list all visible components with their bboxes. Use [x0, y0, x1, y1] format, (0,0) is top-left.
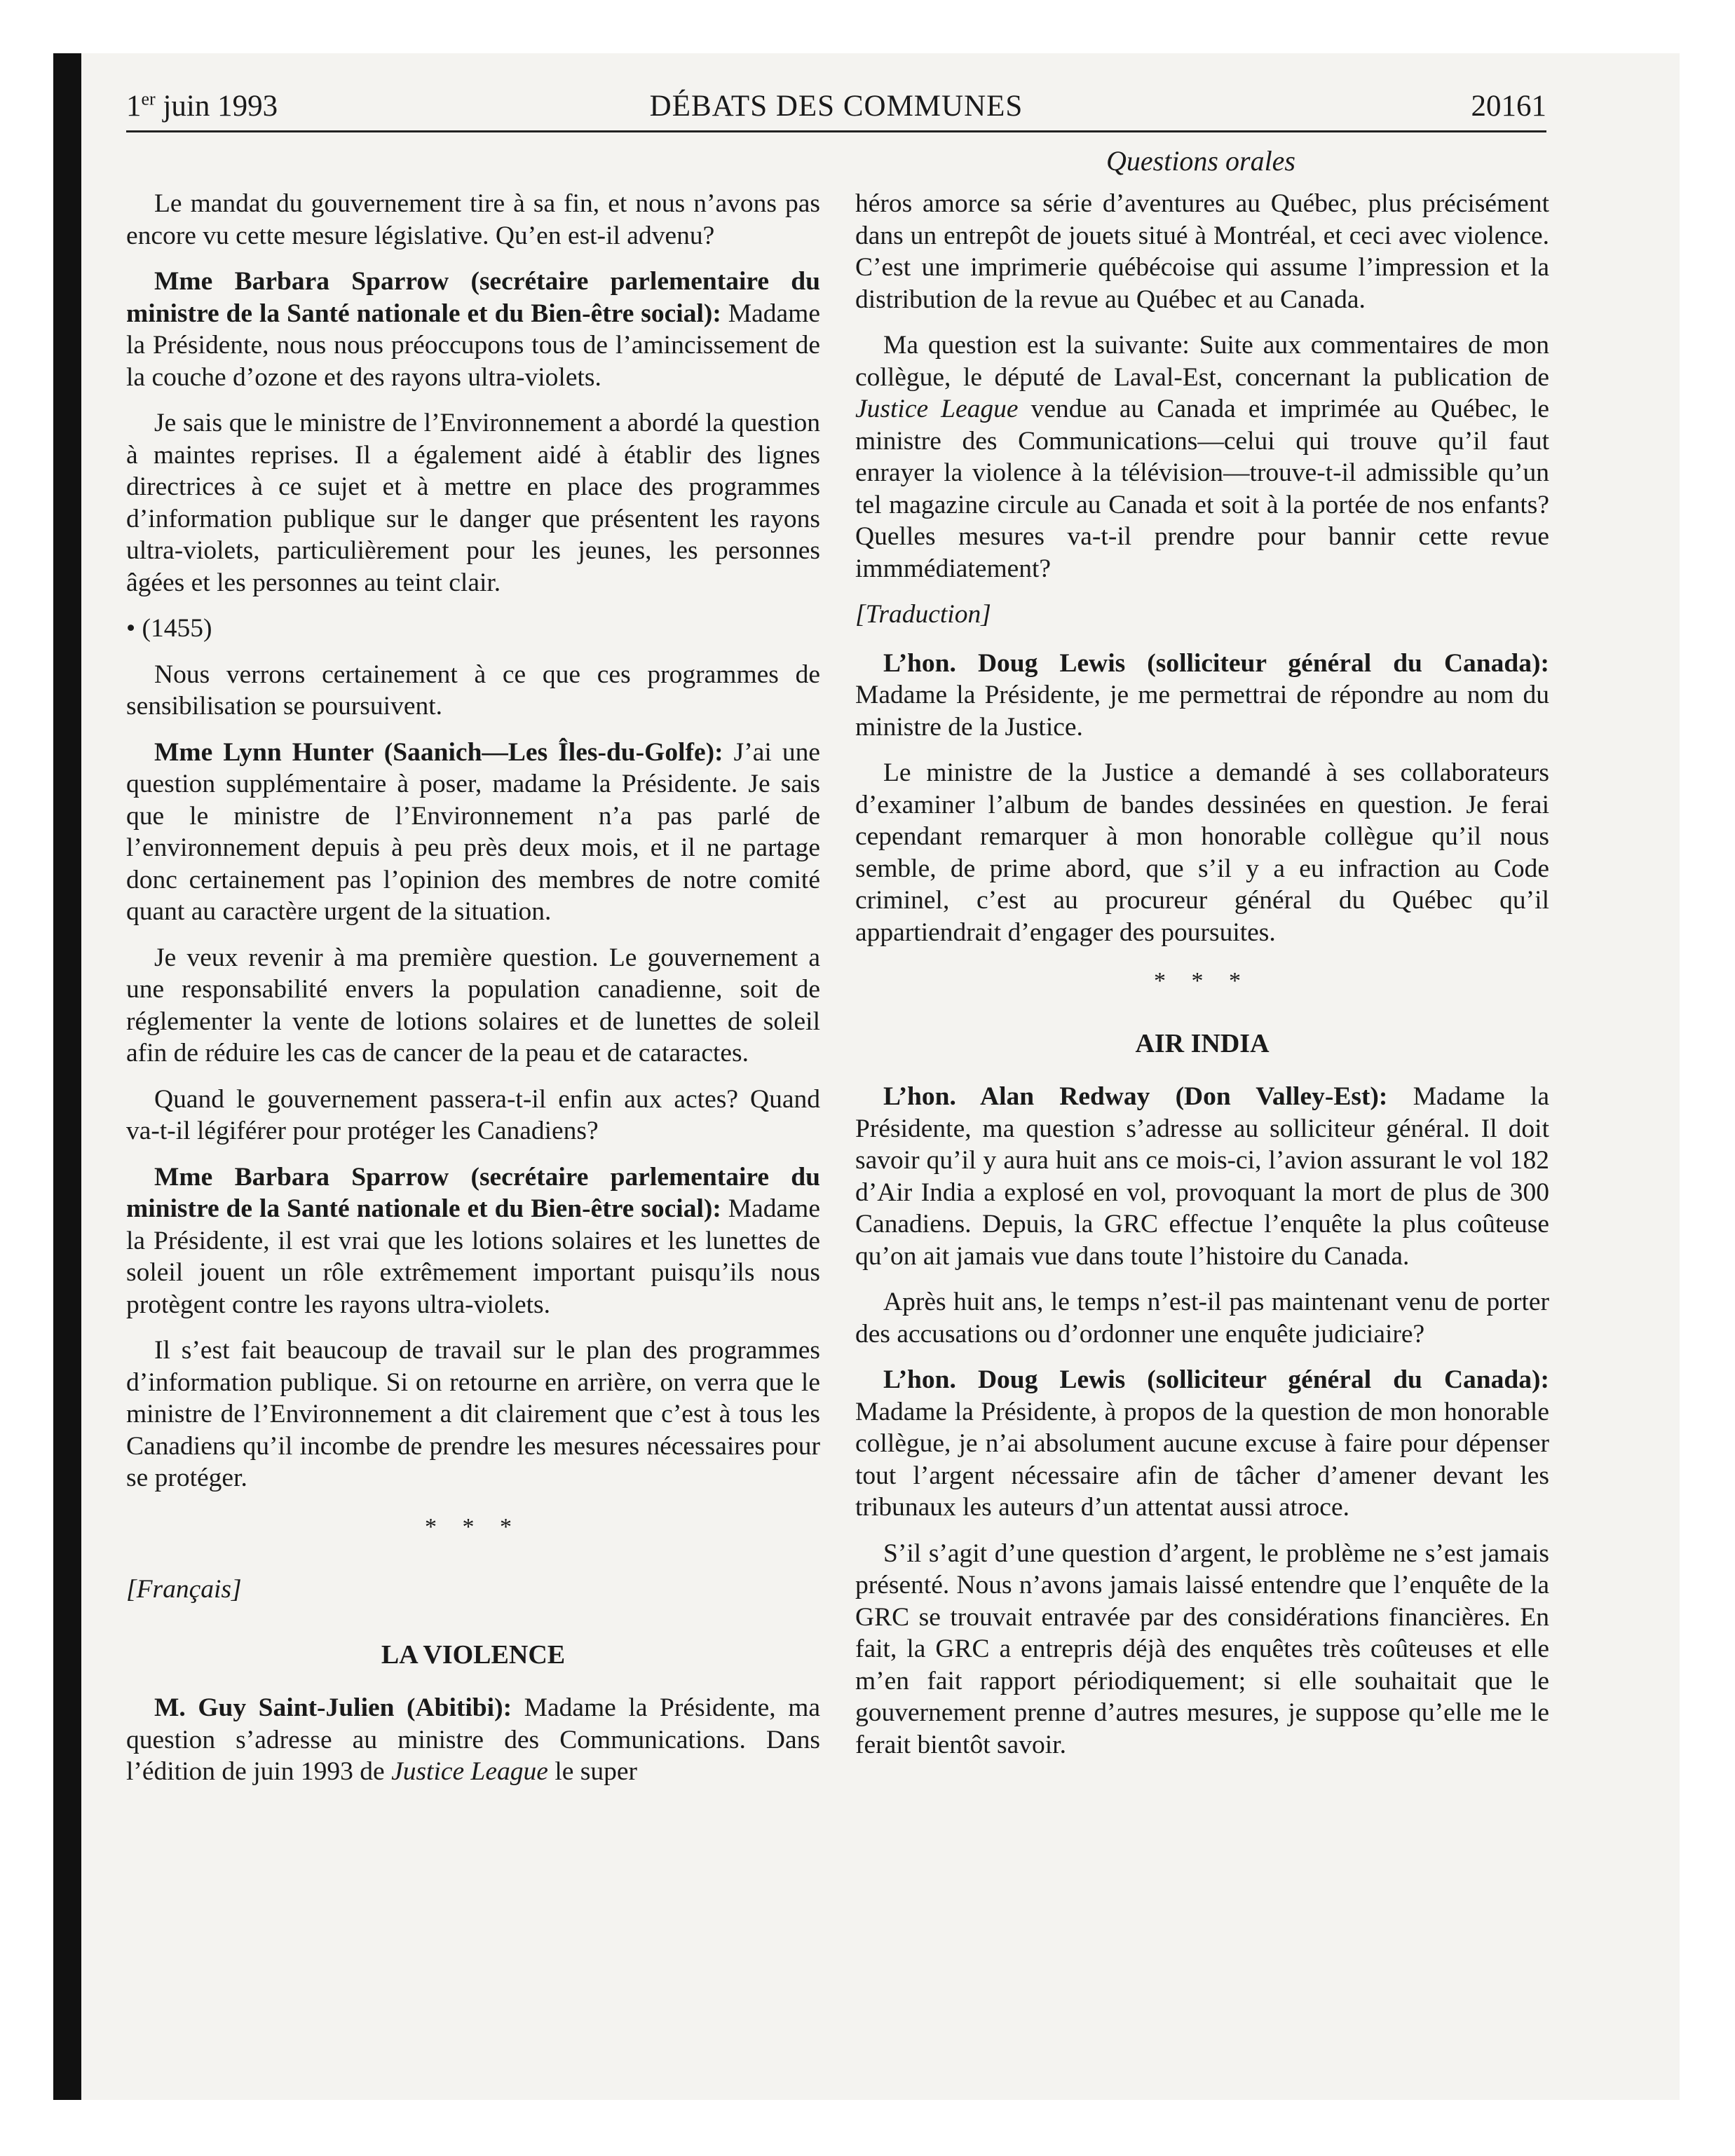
- speaker-name: Mme Barbara Sparrow (secrétaire parlementaire du ministre de la Santé nationale et du Bien-être social):: [126, 267, 820, 328]
- speaker-name: Mme Barbara Sparrow (secrétaire parlementaire du ministre de la Santé nationale et du Bien-être social):: [126, 1162, 820, 1223]
- speaker-name: Mme Lynn Hunter (Saanich—Les Îles-du-Golfe):: [154, 737, 723, 767]
- publication-title: Justice League: [391, 1757, 548, 1786]
- paragraph: M. Guy Saint-Julien (Abitibi): Madame la Présidente, ma question s’adresse au ministre des Communications. Dans l’édition de juin 1993 de Justice League le super: [126, 1693, 821, 1786]
- date-superscript: er: [141, 88, 156, 109]
- header-date: 1er juin 1993: [126, 88, 278, 123]
- paragraph: S’il s’agit d’une question d’argent, le problème ne s’est jamais présenté. Nous n’avons jamais laissé entendre que l’enquête de la GRC se trouvait entravée par des considérations financières. En fait, la GRC a entrepris déjà des enquêtes très coûteuses et elle m’en fait rapport périodiquement; si elle souhaitait que le gouvernement prenne d’autres mesures, je suppose qu’elle me le ferait bientôt savoir.: [855, 1538, 1549, 1759]
- paragraph: Mme Lynn Hunter (Saanich—Les Îles-du-Golfe): J’ai une question supplémentaire à poser, madame la Présidente. Je sais que le ministre de l’Environnement n’a pas parlé de l’environnement depuis à peu près deux mois, et il ne partage donc certainement pas l’opinion des membres de notre comité quant au caractère urgent de la situation.: [126, 737, 820, 926]
- left-column: [126, 188, 820, 1802]
- paragraph: Après huit ans, le temps n’est-il pas maintenant venu de porter des accusations ou d’ordonner une enquête judiciaire?: [855, 1288, 1549, 1349]
- timestamp: • (1455): [126, 614, 212, 643]
- speaker-name: M. Guy Saint-Julien (Abitibi):: [154, 1693, 512, 1722]
- paragraph: L’hon. Alan Redway (Don Valley-Est): Madame la Présidente, ma question s’adresse au solliciteur général. Il doit savoir qu’il y aura huit ans ce mois-ci, l’avion assurant le vol 182 d’Air India a explosé en vol, provoquant la mort de plus de 300 Canadiens. Depuis, la GRC effectue l’enquête la plus coûteuse qu’on ait jamais vue dans toute l’histoire du Canada.: [855, 1082, 1549, 1271]
- paragraph: Mme Barbara Sparrow (secrétaire parlementaire du ministre de la Santé nationale et du Bien-être social): Madame la Présidente, nous nous préoccupons tous de l’amincissement de la couche d’ozone et des rayons ultra-violets.: [126, 267, 820, 392]
- paragraph: Quand le gouvernement passera-t-il enfin aux actes? Quand va-t-il légiférer pour protéger les Canadiens?: [126, 1084, 820, 1145]
- paragraph: L’hon. Doug Lewis (solliciteur général du Canada): Madame la Présidente, je me permettrai de répondre au nom du ministre de la Justice.: [855, 648, 1549, 742]
- section-divider: * * *: [425, 1513, 522, 1540]
- paragraph: Le mandat du gouvernement tire à sa fin, et nous n’avons pas encore vu cette mesure législative. Qu’en est-il advenu?: [126, 189, 820, 250]
- paragraph: Il s’est fait beaucoup de travail sur le plan des programmes d’information publique. Si on retourne en arrière, on verra que le ministre de l’Environnement a dit clairement que c’est à tous les Canadiens qu’il incombe de prendre les mesures nécessaires pour se protéger.: [126, 1336, 820, 1492]
- right-column: [855, 188, 1549, 1775]
- paragraph: Mme Barbara Sparrow (secrétaire parlementaire du ministre de la Santé nationale et du Bien-être social): Madame la Présidente, il est vrai que les lotions solaires et les lunettes de soleil jouent un rôle extrêmement important puisqu’ils nous protègent contre les rayons ultra-violets.: [126, 1162, 820, 1319]
- paragraph: Nous verrons certainement à ce que ces programmes de sensibilisation se poursuivent.: [126, 660, 820, 721]
- speaker-name: L’hon. Doug Lewis (solliciteur général du Canada):: [883, 1365, 1549, 1394]
- scan-edge-bar: [53, 53, 81, 2100]
- header-page-number: 20161: [1471, 90, 1546, 123]
- language-tag: [Traduction]: [855, 600, 991, 629]
- speaker-name: L’hon. Alan Redway (Don Valley-Est):: [883, 1082, 1388, 1111]
- speaker-name: L’hon. Doug Lewis (solliciteur général du Canada):: [883, 648, 1549, 678]
- paragraph: Je sais que le ministre de l’Environnement a abordé la question à maintes reprises. Il a également aidé à établir des lignes directrices à ce sujet et à mettre en place des programmes d’information publique sur le danger que présentent les rayons ultra-violets, particulièrement pour les jeunes, les personnes âgées et les personnes au teint clair.: [126, 409, 820, 597]
- language-tag: [Français]: [126, 1575, 242, 1604]
- section-divider: * * *: [1154, 968, 1251, 994]
- header-title: DÉBATS DES COMMUNES: [649, 90, 1023, 123]
- page-header: [126, 87, 1546, 132]
- section-label: Questions orales: [1106, 145, 1295, 177]
- paragraph: Le ministre de la Justice a demandé à ses collaborateurs d’examiner l’album de bandes dessinées en question. Je ferai cependant remarquer à mon honorable collègue qu’il nous semble, de prime abord, que s’il y a eu infraction au Code criminel, c’est au procureur général du Québec qu’il appartiendrait d’engager des poursuites.: [855, 758, 1549, 947]
- publication-title: Justice League: [855, 395, 1019, 423]
- paragraph: héros amorce sa série d’aventures au Québec, plus précisément dans un entrepôt de jouets situé à Montréal, et ceci avec violence. C’est une imprimerie québécoise qui assume l’impression et la distribution de la revue au Québec et au Canada.: [855, 189, 1549, 314]
- section-heading: AIR INDIA: [1135, 1028, 1270, 1058]
- paragraph: Je veux revenir à ma première question. Le gouvernement a une responsabilité envers la population canadienne, soit de réglementer la vente de lotions solaires et de lunettes de soleil afin de réduire les cas de cancer de la peau et de cataractes.: [126, 943, 820, 1067]
- paragraph: Ma question est la suivante: Suite aux commentaires de mon collègue, le député de Laval-Est, concernant la publication de Justice League vendue au Canada et imprimée au Québec, le ministre des Communications—celui qui trouve qu’il faut enrayer la violence à la télévision—trouve-t-il admissible qu’un tel magazine circule au Canada et soit à la portée de nos enfants? Quelles mesures va-t-il prendre pour bannir cette revue immmédiatement?: [855, 331, 1549, 583]
- section-heading: LA VIOLENCE: [381, 1639, 566, 1670]
- paragraph: L’hon. Doug Lewis (solliciteur général du Canada): Madame la Présidente, à propos de la question de mon honorable collègue, je n’ai absolument aucune excuse à faire pour dépenser tout l’argent nécessaire afin de tâcher d’amener devant les tribunaux les auteurs d’un attentat aussi atroce.: [855, 1365, 1549, 1522]
